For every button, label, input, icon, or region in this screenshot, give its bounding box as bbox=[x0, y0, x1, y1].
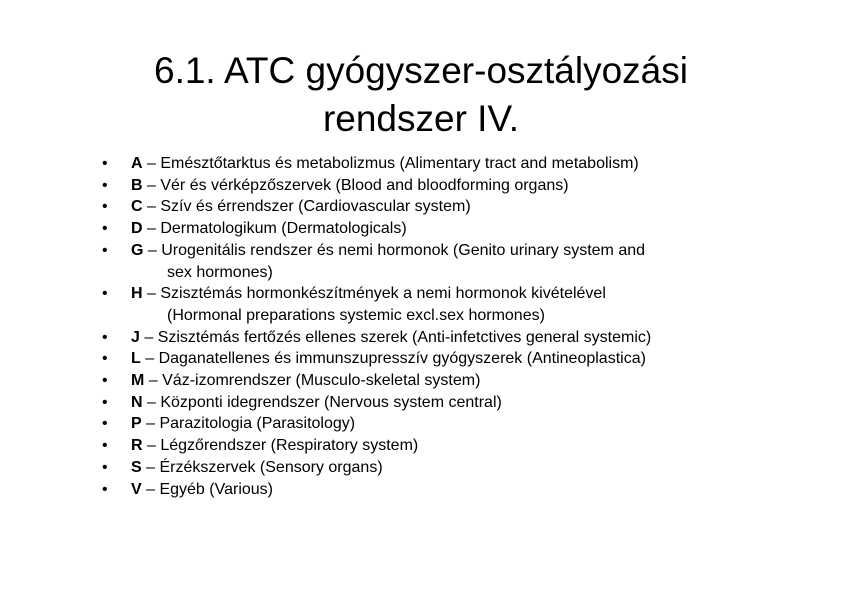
list-item-a bbox=[102, 153, 802, 175]
atc-description: – Dermatologikum (Dermatologicals) bbox=[142, 220, 407, 238]
atc-description: – Vér és vérképzőszervek (Blood and bloodforming organs) bbox=[142, 176, 569, 194]
atc-code: L bbox=[131, 350, 141, 368]
list-item-l bbox=[102, 348, 802, 370]
atc-code: A bbox=[131, 155, 143, 172]
list-item-p bbox=[102, 413, 802, 435]
list-item-v bbox=[102, 479, 802, 501]
bullet-icon: • bbox=[102, 372, 108, 390]
atc-code: H bbox=[131, 285, 143, 303]
list-item-h bbox=[102, 283, 802, 326]
list-item-b bbox=[102, 175, 802, 197]
atc-description: – Érzékszervek (Sensory organs) bbox=[141, 458, 383, 476]
atc-code: N bbox=[131, 393, 143, 411]
bullet-icon: • bbox=[102, 241, 108, 259]
bullet-icon: • bbox=[102, 176, 108, 194]
atc-description: – Szív és érrendszer (Cardiovascular system) bbox=[142, 198, 471, 216]
list-item-m bbox=[102, 370, 802, 392]
atc-description: – Emésztőtarktus és metabolizmus (Alimentary tract and metabolism) bbox=[142, 155, 639, 172]
atc-description: – Váz-izomrendszer (Musculo-skeletal system) bbox=[144, 372, 481, 390]
atc-description: – Egyéb (Various) bbox=[141, 480, 273, 498]
atc-code: D bbox=[131, 220, 143, 238]
atc-description: – Szisztémás fertőzés ellenes szerek (Anti-infetctives general systemic) bbox=[139, 328, 652, 346]
list-item-d bbox=[102, 218, 802, 240]
bullet-icon: • bbox=[102, 285, 108, 303]
atc-group-list bbox=[102, 153, 802, 500]
atc-code: R bbox=[131, 437, 143, 455]
atc-code: B bbox=[131, 176, 143, 194]
list-item-j bbox=[102, 327, 802, 349]
bullet-icon: • bbox=[102, 480, 108, 498]
atc-description-continuation: sex hormones) bbox=[167, 263, 273, 281]
atc-code: M bbox=[131, 372, 145, 390]
bullet-icon: • bbox=[102, 328, 108, 346]
atc-description: – Légzőrendszer (Respiratory system) bbox=[142, 437, 419, 455]
atc-code: V bbox=[131, 480, 142, 498]
bullet-icon: • bbox=[102, 437, 108, 455]
atc-description: – Központi idegrendszer (Nervous system central) bbox=[142, 393, 502, 411]
atc-code: G bbox=[131, 241, 144, 259]
atc-code: P bbox=[131, 415, 142, 433]
atc-code: J bbox=[131, 328, 140, 346]
atc-description: – Szisztémás hormonkészítmények a nemi hormonok kivételével bbox=[142, 285, 606, 303]
bullet-icon: • bbox=[102, 155, 108, 172]
slide-title bbox=[60, 47, 782, 143]
list-item-c bbox=[102, 196, 802, 218]
list-item-s bbox=[102, 457, 802, 479]
atc-description: – Daganatellenes és immunszupresszív gyógyszerek (Antineoplastica) bbox=[140, 350, 646, 368]
atc-description: – Urogenitális rendszer és nemi hormonok (Genito urinary system and bbox=[143, 241, 646, 259]
list-item-n bbox=[102, 392, 802, 414]
bullet-icon: • bbox=[102, 415, 108, 433]
bullet-icon: • bbox=[102, 458, 108, 476]
slide-title-line-1: 6.1. ATC gyógyszer-osztályozási bbox=[154, 50, 688, 91]
bullet-icon: • bbox=[102, 198, 108, 216]
atc-code: C bbox=[131, 198, 143, 216]
list-item-g bbox=[102, 240, 802, 283]
atc-code: S bbox=[131, 458, 142, 476]
bullet-icon: • bbox=[102, 220, 108, 238]
slide-title-line-2: rendszer IV. bbox=[322, 98, 520, 139]
bullet-icon: • bbox=[102, 350, 108, 368]
bullet-icon: • bbox=[102, 393, 108, 411]
atc-description: – Parazitologia (Parasitology) bbox=[141, 415, 356, 433]
atc-description-continuation: (Hormonal preparations systemic excl.sex hormones) bbox=[167, 306, 545, 324]
list-item-r bbox=[102, 435, 802, 457]
